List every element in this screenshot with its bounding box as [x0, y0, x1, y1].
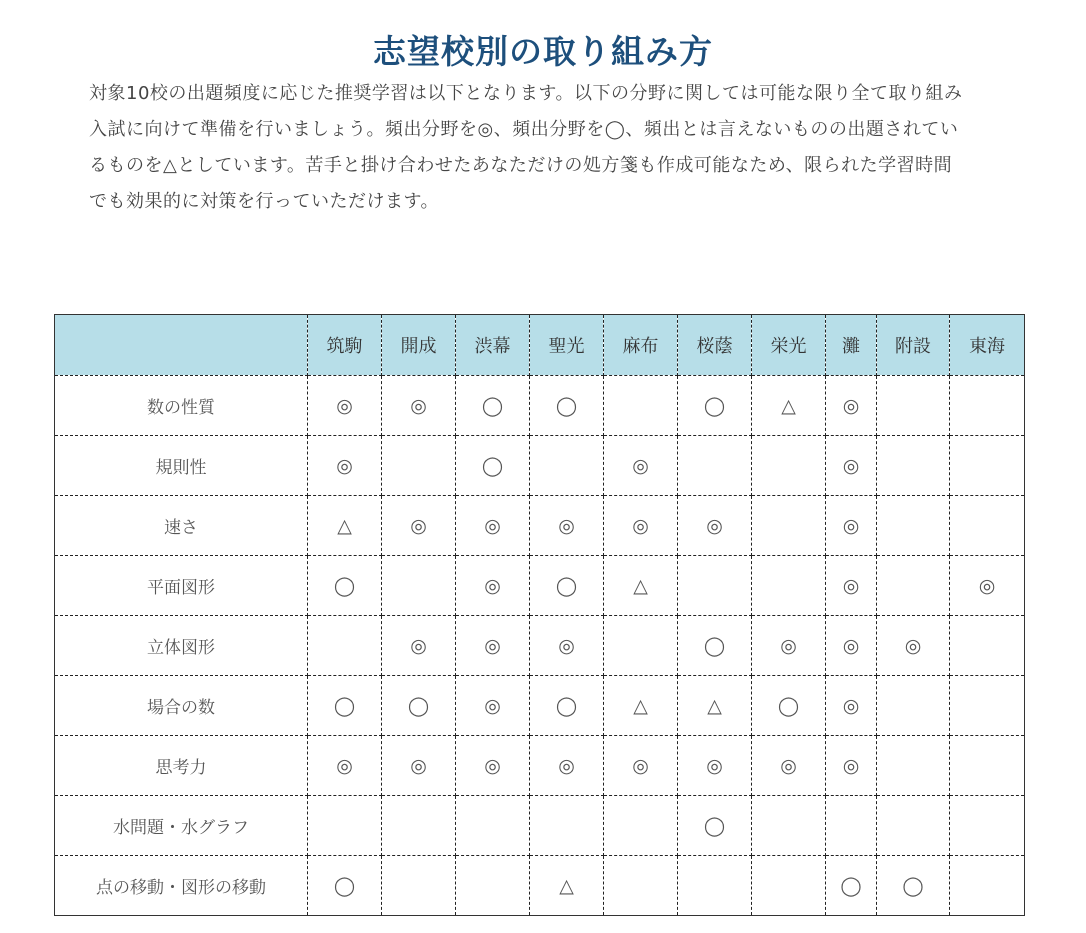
mark-cell — [950, 676, 1025, 736]
mark-cell: ◎ — [678, 736, 752, 796]
mark-cell: ◎ — [826, 676, 877, 736]
school-header: 桜蔭 — [678, 315, 752, 376]
mark-cell: △ — [604, 676, 678, 736]
mark-cell: ◎ — [752, 736, 826, 796]
mark-cell: ◎ — [826, 616, 877, 676]
mark-cell: ◯ — [530, 676, 604, 736]
school-header: 開成 — [382, 315, 456, 376]
mark-cell: ◎ — [382, 616, 456, 676]
topic-label: 思考力 — [55, 736, 308, 796]
mark-cell — [950, 856, 1025, 916]
intro-line: 入試に向けて準備を行いましょう。頻出分野を◎、頻出分野を◯、頻出とは言えないものの出題されてい — [89, 119, 959, 140]
topic-label: 平面図形 — [55, 556, 308, 616]
mark-cell — [752, 796, 826, 856]
mark-cell — [382, 556, 456, 616]
mark-cell: ◎ — [950, 556, 1025, 616]
school-header: 聖光 — [530, 315, 604, 376]
table-row — [55, 556, 1025, 616]
school-header: 渋幕 — [456, 315, 530, 376]
mark-cell — [752, 556, 826, 616]
mark-cell — [752, 496, 826, 556]
mark-cell — [950, 796, 1025, 856]
mark-cell: ◯ — [382, 676, 456, 736]
mark-cell: ◯ — [826, 856, 877, 916]
school-header: 東海 — [950, 315, 1025, 376]
intro-line: 対象10校の出題頻度に応じた推奨学習は以下となります。以下の分野に関しては可能な限り全て取り組み — [89, 83, 963, 104]
mark-cell — [604, 856, 678, 916]
mark-cell — [877, 676, 950, 736]
school-header: 附設 — [877, 315, 950, 376]
mark-cell: ◯ — [308, 856, 382, 916]
mark-cell — [604, 796, 678, 856]
mark-cell: ◎ — [826, 436, 877, 496]
mark-cell: ◯ — [752, 676, 826, 736]
table-row — [55, 376, 1025, 436]
mark-cell — [456, 856, 530, 916]
mark-cell — [950, 616, 1025, 676]
mark-cell: ◯ — [308, 676, 382, 736]
mark-cell — [308, 616, 382, 676]
school-header: 筑駒 — [308, 315, 382, 376]
mark-cell: ◎ — [530, 496, 604, 556]
intro-paragraph — [89, 76, 999, 220]
table-row — [55, 856, 1025, 916]
mark-cell: ◎ — [604, 496, 678, 556]
table-row — [55, 436, 1025, 496]
table-row — [55, 736, 1025, 796]
mark-cell: △ — [308, 496, 382, 556]
intro-line: でも効果的に対策を行っていただけます。 — [89, 191, 440, 212]
mark-cell: ◎ — [877, 616, 950, 676]
mark-cell — [877, 736, 950, 796]
mark-cell: ◎ — [456, 556, 530, 616]
topic-label: 点の移動・図形の移動 — [55, 856, 308, 916]
mark-cell: ◎ — [530, 736, 604, 796]
mark-cell: ◎ — [382, 376, 456, 436]
mark-cell: ◎ — [456, 736, 530, 796]
mark-cell: ◯ — [456, 376, 530, 436]
mark-cell — [530, 796, 604, 856]
mark-cell — [950, 436, 1025, 496]
mark-cell: ◯ — [678, 376, 752, 436]
mark-cell: ◎ — [826, 496, 877, 556]
school-header: 栄光 — [752, 315, 826, 376]
school-header: 麻布 — [604, 315, 678, 376]
mark-cell: ◎ — [308, 436, 382, 496]
table-body — [55, 376, 1025, 916]
mark-cell — [678, 856, 752, 916]
school-topic-table — [54, 314, 1025, 916]
mark-cell: ◯ — [678, 796, 752, 856]
header-row — [55, 315, 1025, 376]
mark-cell: ◯ — [530, 556, 604, 616]
mark-cell — [877, 496, 950, 556]
topic-label: 立体図形 — [55, 616, 308, 676]
mark-cell — [826, 796, 877, 856]
mark-cell: ◎ — [382, 736, 456, 796]
intro-line: るものを△としています。苦手と掛け合わせたあなただけの処方箋も作成可能なため、限られた学習時間 — [89, 155, 953, 176]
mark-cell — [456, 796, 530, 856]
topic-label: 数の性質 — [55, 376, 308, 436]
mark-cell — [382, 796, 456, 856]
mark-cell — [877, 436, 950, 496]
mark-cell — [877, 796, 950, 856]
mark-cell — [752, 436, 826, 496]
mark-cell: ◎ — [826, 556, 877, 616]
mark-cell: △ — [752, 376, 826, 436]
mark-cell — [382, 436, 456, 496]
mark-cell: ◎ — [382, 496, 456, 556]
mark-cell: ◎ — [826, 736, 877, 796]
mark-cell: ◎ — [308, 736, 382, 796]
mark-cell: ◯ — [530, 376, 604, 436]
mark-cell: ◎ — [308, 376, 382, 436]
page-title: 志望校別の取り組み方 — [373, 32, 713, 72]
mark-cell: ◯ — [678, 616, 752, 676]
mark-cell: ◯ — [456, 436, 530, 496]
mark-cell — [752, 856, 826, 916]
mark-cell — [604, 376, 678, 436]
mark-cell: ◎ — [752, 616, 826, 676]
school-header: 灘 — [826, 315, 877, 376]
table-row — [55, 676, 1025, 736]
table-row — [55, 496, 1025, 556]
mark-cell: ◎ — [530, 616, 604, 676]
table-row — [55, 796, 1025, 856]
mark-cell: ◎ — [456, 616, 530, 676]
mark-cell — [950, 736, 1025, 796]
mark-cell — [382, 856, 456, 916]
mark-cell — [530, 436, 604, 496]
mark-cell — [678, 436, 752, 496]
mark-cell — [950, 496, 1025, 556]
mark-cell: △ — [530, 856, 604, 916]
mark-cell: ◎ — [826, 376, 877, 436]
table-row — [55, 616, 1025, 676]
mark-cell — [604, 616, 678, 676]
mark-cell: ◎ — [678, 496, 752, 556]
mark-cell: ◎ — [456, 676, 530, 736]
mark-cell — [877, 556, 950, 616]
mark-cell — [877, 376, 950, 436]
corner-cell — [55, 315, 308, 376]
mark-cell: ◎ — [604, 736, 678, 796]
topic-label: 水問題・水グラフ — [55, 796, 308, 856]
mark-cell: △ — [604, 556, 678, 616]
mark-cell: ◎ — [604, 436, 678, 496]
mark-cell — [308, 796, 382, 856]
topic-label: 場合の数 — [55, 676, 308, 736]
mark-cell — [950, 376, 1025, 436]
topic-label: 規則性 — [55, 436, 308, 496]
mark-cell: △ — [678, 676, 752, 736]
mark-cell: ◯ — [308, 556, 382, 616]
mark-cell — [678, 556, 752, 616]
mark-cell: ◯ — [877, 856, 950, 916]
mark-cell: ◎ — [456, 496, 530, 556]
topic-label: 速さ — [55, 496, 308, 556]
